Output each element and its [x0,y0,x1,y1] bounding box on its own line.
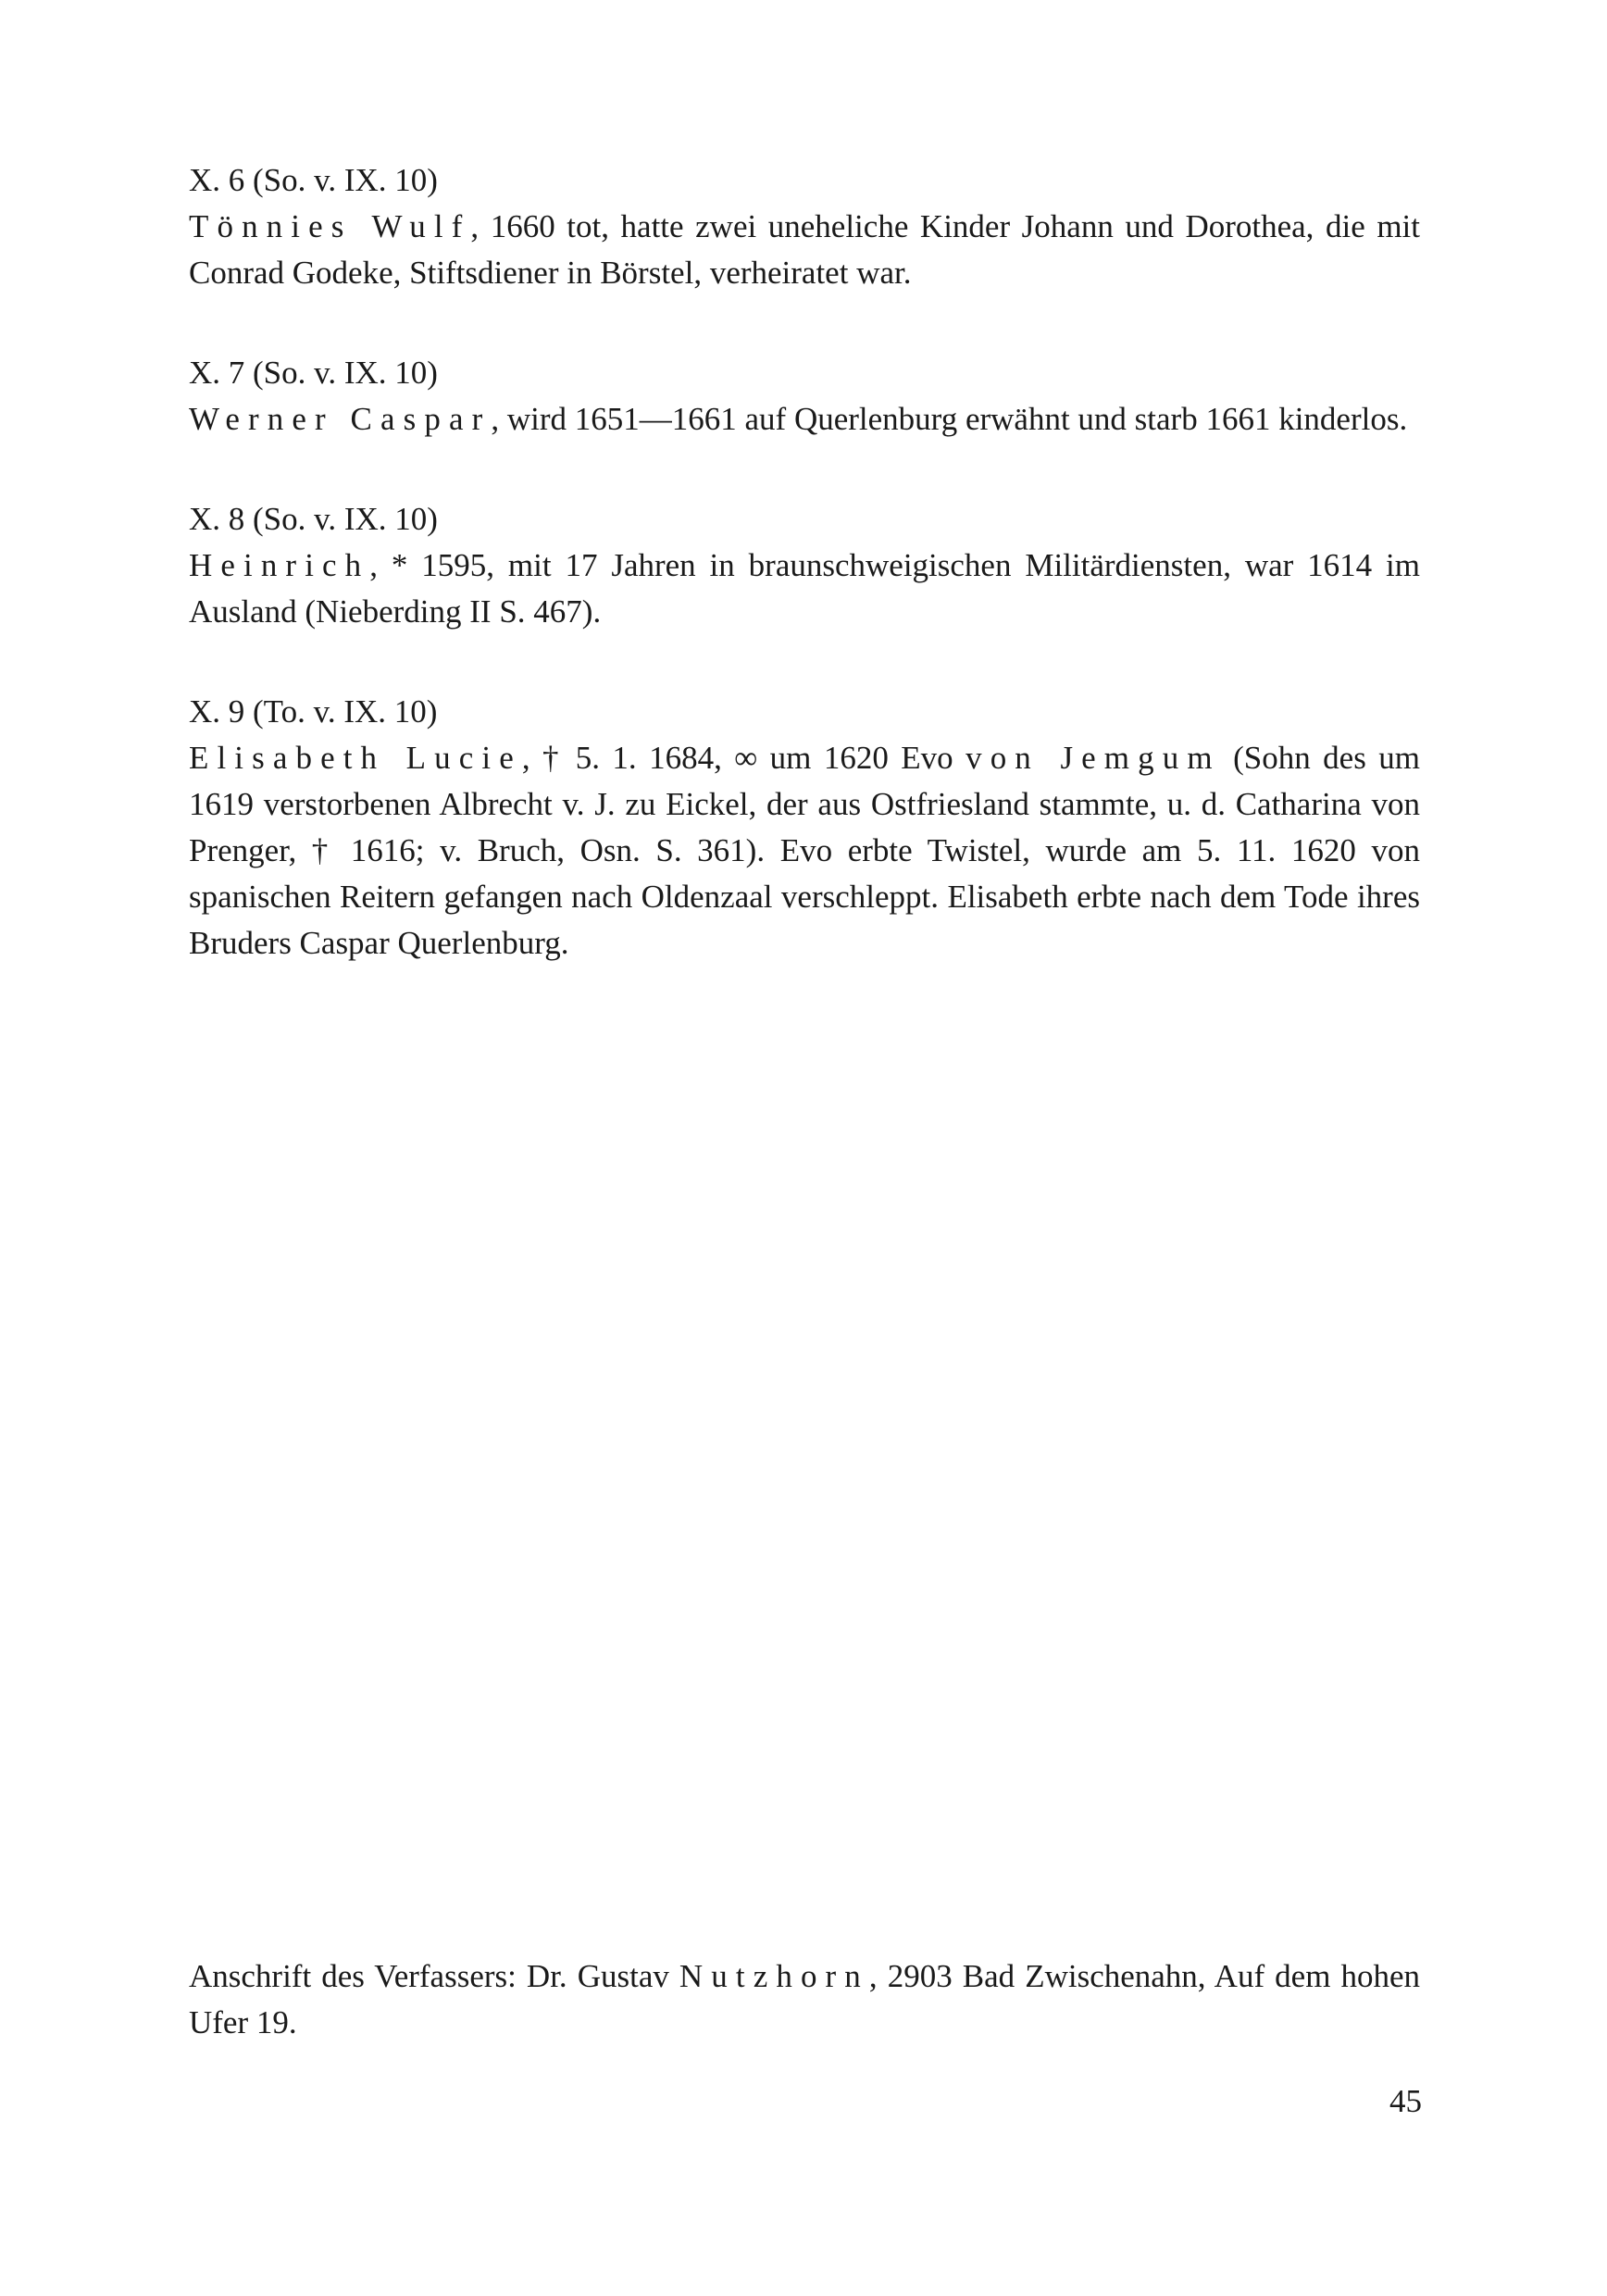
entry-x8 [189,496,1420,635]
entry-paragraph [189,543,1420,635]
entry-x6 [189,157,1420,296]
entry-text-continued: (Sohn des um 1619 verstorbenen Albrecht v. J. zu Eickel, der aus Ostfriesland stammte, u. d. Catharina von Prenger, † 1616; v. Bruch, Osn. S. 361). Evo erbte Twistel, wurde am 5. 11. 1620 von spanischen Reitern gefangen nach Oldenzaal verschleppt. Elisabeth erbte nach dem Tode ihres Bruders Caspar Querlenburg. [189,740,1421,961]
person-name: Werner Caspar [189,401,492,437]
entry-reference: X. 7 (So. v. IX. 10) [189,355,438,391]
person-name: Heinrich [189,547,370,583]
address-prefix: Anschrift des Verfassers: Dr. Gustav [189,1958,679,1994]
person-name: Elisabeth Lucie [189,740,522,776]
address-paragraph [189,1953,1420,2046]
entry-reference: X. 6 (So. v. IX. 10) [189,162,438,198]
entry-paragraph [189,735,1420,967]
page-number: 45 [1389,2083,1422,2119]
person-name-secondary: von Jemgum [965,740,1221,776]
entry-text: , † 5. 1. 1684, ∞ um 1620 Evo [521,740,966,776]
entry-text: , * 1595, mit 17 Jahren in braunschweigischen Militärdiensten, war 1614 im Ausland (Nieberding II S. 467). [189,547,1420,630]
entry-paragraph [189,204,1420,296]
entry-x7 [189,350,1420,443]
text-column [189,157,1420,1020]
address-suffix: , 2903 Bad Zwischenahn, Auf dem hohen Ufer 19. [189,1958,1420,2040]
entry-text: , wird 1651—1661 auf Querlenburg erwähnt und starb 1661 kinderlos. [491,401,1408,437]
entry-reference: X. 9 (To. v. IX. 10) [189,693,438,730]
author-address [189,1953,1420,2046]
entry-text: , 1660 tot, hatte zwei uneheliche Kinder Johann und Dorothea, die mit Conrad Godeke, Stiftsdiener in Börstel, verheiratet war. [189,208,1420,291]
entry-reference: X. 8 (So. v. IX. 10) [189,501,438,537]
entry-paragraph [189,396,1420,443]
person-name: Tönnies Wulf [189,208,471,244]
author-surname: Nutzhorn [679,1958,869,1994]
entry-x9 [189,689,1420,967]
